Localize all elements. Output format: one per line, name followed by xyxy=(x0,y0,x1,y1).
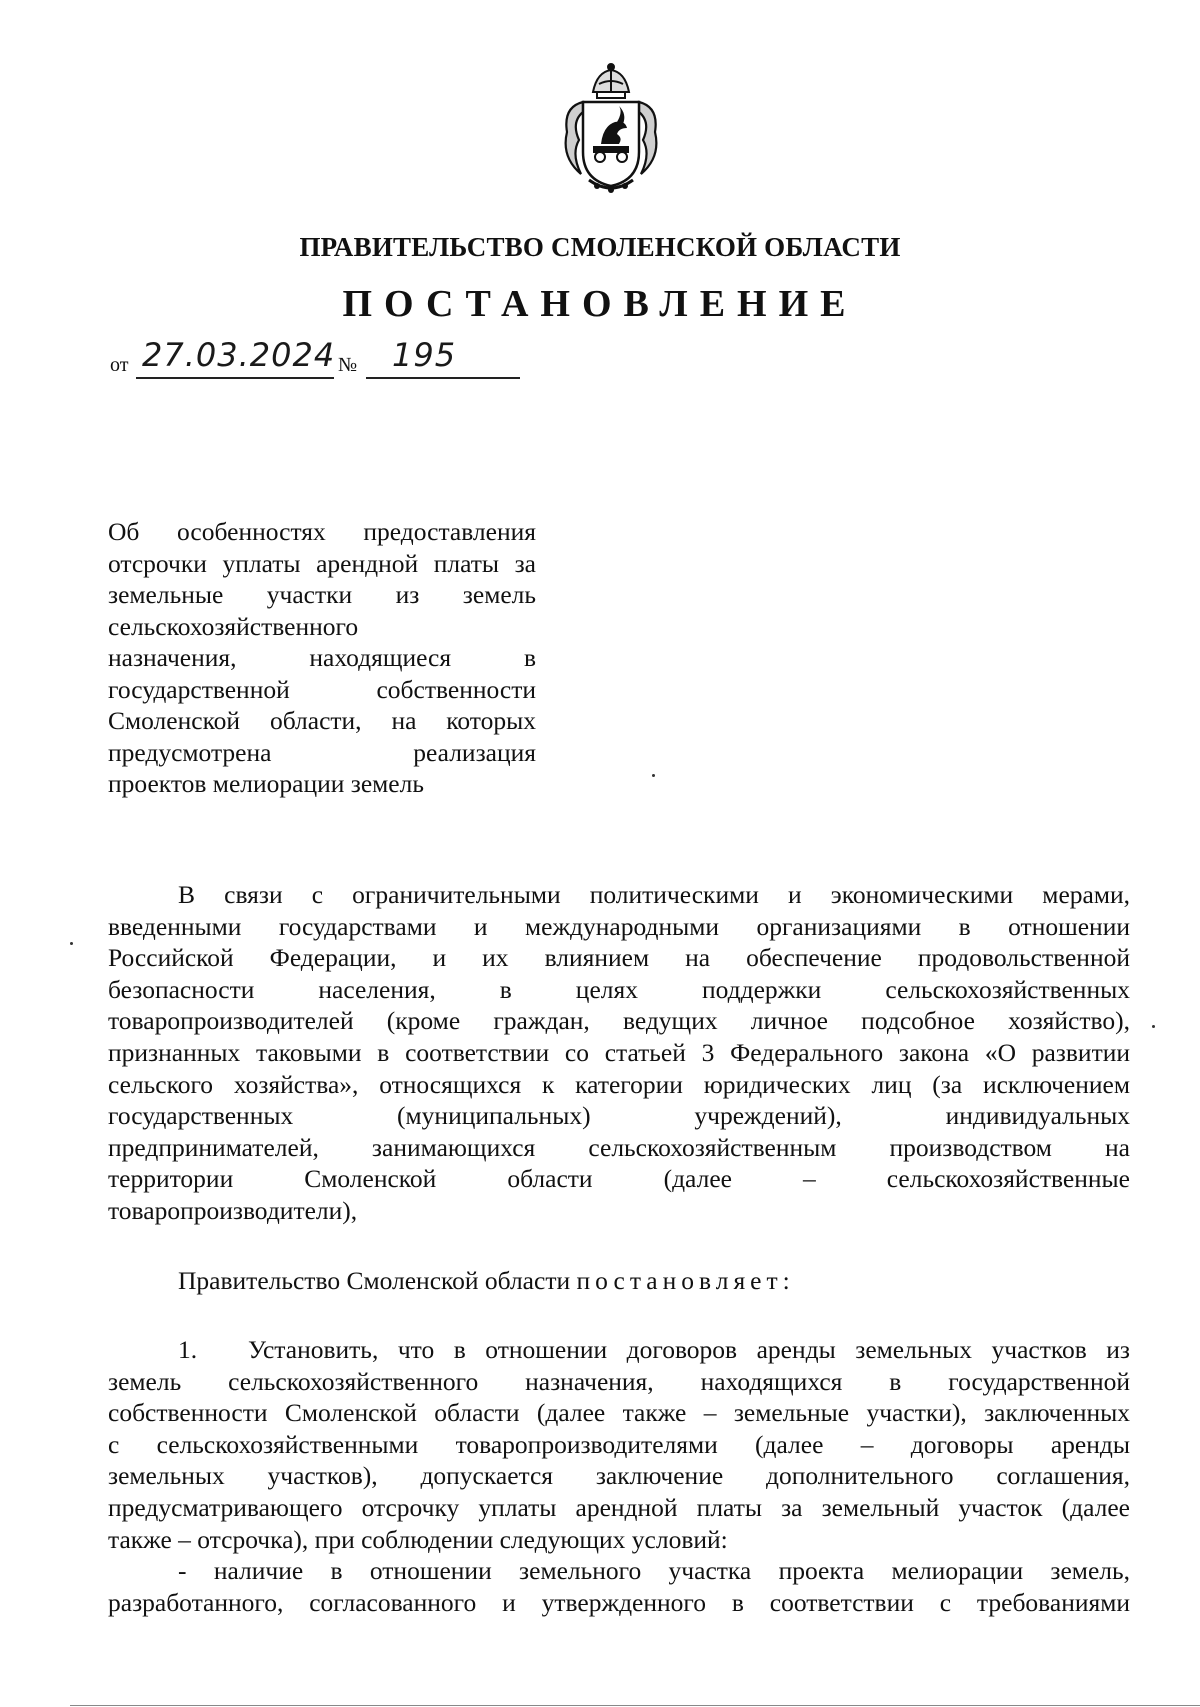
subject-line: земельные участки из земель xyxy=(108,580,536,609)
clause-line: предусматривающего отсрочку уплаты арендной платы за земельный участок (далее xyxy=(108,1492,1130,1522)
scan-speck xyxy=(652,774,655,777)
preamble-line: признанных таковыми в соответствии со статьей 3 Федерального закона «О развитии xyxy=(108,1037,1130,1067)
clause-line-text: Установить, что в отношении договоров аренды земельных участков из xyxy=(248,1335,1130,1364)
preamble-line: Российской Федерации, и их влиянием на обеспечение продовольственной xyxy=(108,943,1130,973)
handwritten-number: 195 xyxy=(392,336,457,374)
resolution-verb: постановляет: xyxy=(576,1266,795,1295)
preamble-line: предпринимателей, занимающихся сельскохозяйственным производством на xyxy=(108,1132,1130,1162)
clause-line: с сельскохозяйственными товаропроизводителями (далее – договоры аренды xyxy=(108,1429,1130,1459)
preamble-line: территории Смоленской области (далее – сельскохозяйственные xyxy=(108,1164,1130,1194)
page-bottom-edge xyxy=(70,1705,1200,1706)
preamble-line: государственных (муниципальных) учреждений), индивидуальных xyxy=(108,1101,1130,1131)
clause-line: - наличие в отношении земельного участка проекта мелиорации земель, xyxy=(178,1556,1130,1586)
resolution-prefix: Правительство Смоленской области xyxy=(178,1266,571,1295)
preamble-line: товаропроизводители), xyxy=(108,1195,358,1225)
scan-speck xyxy=(70,942,73,945)
resolution-text xyxy=(108,1265,1130,1297)
handwritten-date: 27.03.2024 xyxy=(142,336,336,374)
resolution-line xyxy=(108,1265,1130,1297)
subject-line: назначения, находящиеся в xyxy=(108,643,536,672)
subject-line: отсрочки уплаты арендной платы за xyxy=(108,548,536,578)
clause-line: также – отсрочка), при соблюдении следующих условий: xyxy=(108,1524,728,1554)
preamble-line: товаропроизводителей (кроме граждан, ведущих личное подсобное хозяйство), xyxy=(108,1006,1130,1036)
clause-line: разработанного, согласованного и утвержденного в соответствии с требованиями xyxy=(108,1587,1130,1617)
subject-line: проектов мелиорации земель xyxy=(108,769,424,798)
preamble-line: безопасности населения, в целях поддержки сельскохозяйственных xyxy=(108,974,1130,1004)
clause-line: собственности Смоленской области (далее также – земельные участки), заключенных xyxy=(108,1398,1130,1428)
clause-line: земель сельскохозяйственного назначения, находящихся в государственной xyxy=(108,1366,1130,1396)
preamble-line: В связи с ограничительными политическими и экономическими мерами, xyxy=(178,880,1130,909)
number-label: № xyxy=(338,354,358,376)
document-type-title: ПОСТАНОВЛЕНИЕ xyxy=(342,283,858,325)
subject-line: государственной собственности xyxy=(108,674,536,704)
scan-speck xyxy=(1152,1025,1155,1028)
clause-number: 1. xyxy=(178,1335,198,1364)
clause-line: земельных участков), допускается заключение дополнительного соглашения, xyxy=(108,1461,1130,1491)
preamble-paragraph xyxy=(108,879,1130,1227)
preamble-line: введенными государствами и международными организациями в отношении xyxy=(108,911,1130,941)
government-name: ПРАВИТЕЛЬСТВО СМОЛЕНСКОЙ ОБЛАСТИ xyxy=(299,232,901,262)
clause-1 xyxy=(108,1334,1130,1618)
subject-line: Смоленской области, на которых xyxy=(108,706,536,735)
preamble-line: сельского хозяйства», относящихся к категории юридических лиц (за исключением xyxy=(108,1069,1130,1099)
document-subject xyxy=(108,516,536,800)
date-prefix-label: от xyxy=(110,354,129,376)
clause-line xyxy=(108,1334,1130,1366)
number-underline xyxy=(366,377,520,379)
subject-line: сельскохозяйственного xyxy=(108,611,359,641)
smolensk-coat-of-arms-icon xyxy=(553,62,669,194)
subject-line: предусмотрена реализация xyxy=(108,737,536,767)
subject-line: Об особенностях предоставления xyxy=(108,517,536,546)
date-underline xyxy=(136,377,334,379)
